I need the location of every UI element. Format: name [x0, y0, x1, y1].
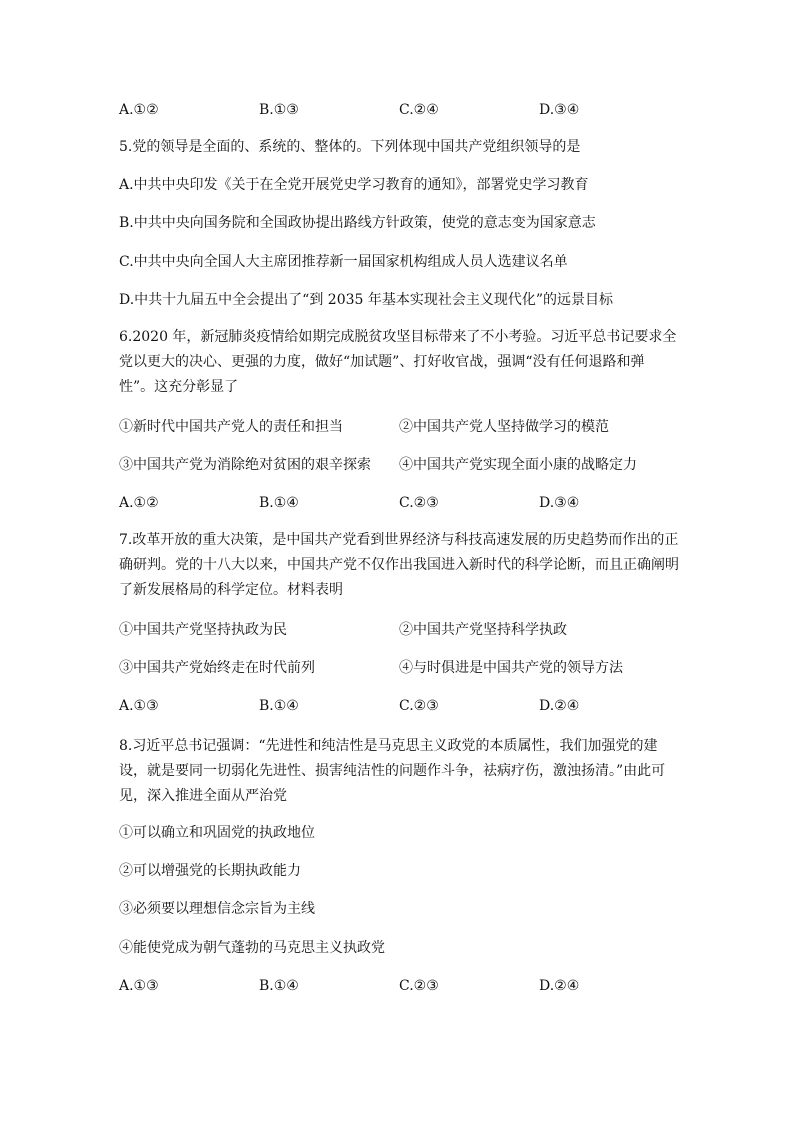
q7-statement-2: ②中国共产党坚持科学执政	[399, 622, 567, 638]
q5-stem: 5.党的领导是全面的、系统的、整体的。下列体现中国共产党组织领导的是	[119, 139, 581, 155]
q7-option-d: D.②④	[539, 698, 580, 714]
q6-statement-4: ④中国共产党实现全面小康的战略定力	[399, 457, 637, 473]
q7-option-a: A.①③	[119, 698, 159, 714]
q8-statement-2: ②可以增强党的长期执政能力	[119, 863, 301, 879]
q8-statement-3: ③必须要以理想信念宗旨为主线	[119, 901, 315, 917]
q8-option-d: D.②④	[539, 978, 580, 994]
q8-option-c: C.②③	[399, 978, 439, 994]
q5-choice-c: C.中共中央向全国人大主席团推荐新一届国家机构组成人员人选建议名单	[119, 254, 568, 270]
q4-option-c: C.②④	[399, 102, 439, 118]
q6-option-d: D.③④	[539, 495, 580, 511]
q5-choice-a: A.中共中央印发《关于在全党开展党史学习教育的通知》，部署党史学习教育	[119, 177, 589, 193]
q7-statement-4: ④与时俱进是中国共产党的领导方法	[399, 660, 623, 676]
q7-option-c: C.②③	[399, 698, 439, 714]
q6-option-a: A.①②	[119, 495, 159, 511]
q6-option-b: B.①④	[259, 495, 299, 511]
q7-statement-3: ③中国共产党始终走在时代前列	[119, 660, 315, 676]
q7-option-b: B.①④	[259, 698, 299, 714]
q5-choice-d: D.中共十九届五中全会提出了“到 2035 年基本实现社会主义现代化”的远景目标	[119, 292, 614, 308]
q8-option-a: A.①③	[119, 978, 159, 994]
q7-stem: 7.改革开放的重大决策，是中国共产党看到世界经济与科技高速发展的历史趋势而作出的正确研判。党的十八大以来，中国共产党不仅作出我国进入新时代的科学论断，而且正确阐明了新发展格局的科学定位。材料表明	[119, 532, 679, 598]
q4-option-b: B.①③	[259, 102, 299, 118]
q8-option-b: B.①④	[259, 978, 299, 994]
q4-option-a: A.①②	[119, 102, 159, 118]
q4-option-d: D.③④	[539, 102, 580, 118]
q7-statement-1: ①中国共产党坚持执政为民	[119, 622, 287, 638]
q8-statement-1: ①可以确立和巩固党的执政地位	[119, 825, 315, 841]
q6-statement-3: ③中国共产党为消除绝对贫困的艰辛探索	[119, 457, 371, 473]
q6-stem: 6.2020 年，新冠肺炎疫情给如期完成脱贫攻坚目标带来了不小考验。习近平总书记要求全党以更大的决心、更强的力度，做好“加试题”、打好收官战，强调“没有任何退路和弹性”。这充分彰显了	[119, 329, 677, 395]
q5-choice-b: B.中共中央向国务院和全国政协提出路线方针政策，使党的意志变为国家意志	[119, 215, 596, 231]
q6-statement-1: ①新时代中国共产党人的责任和担当	[119, 419, 343, 435]
q6-option-c: C.②③	[399, 495, 439, 511]
q6-statement-2: ②中国共产党人坚持做学习的模范	[399, 419, 609, 435]
q8-stem: 8.习近平总书记强调：“先进性和纯洁性是马克思主义政党的本质属性，我们加强党的建设，就是要同一切弱化先进性、损害纯洁性的问题作斗争，祛病疗伤，激浊扬清。”由此可见，深入推进全面从严治党	[119, 738, 666, 804]
q8-statement-4: ④能使党成为朝气蓬勃的马克思主义执政党	[119, 940, 385, 956]
